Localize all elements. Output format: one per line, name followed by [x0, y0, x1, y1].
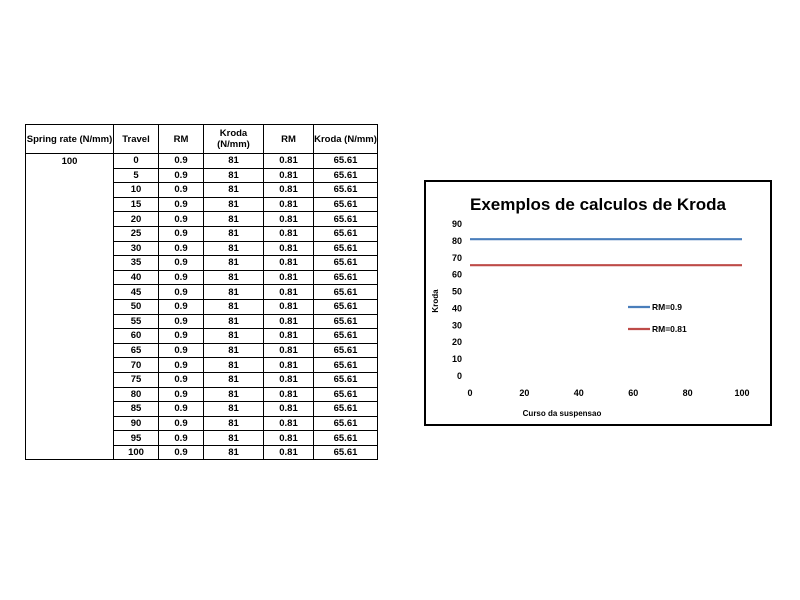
table-cell: 0.9	[159, 183, 204, 198]
table-cell: 0.9	[159, 431, 204, 446]
table-cell: 0.81	[264, 329, 314, 344]
table-cell: 0.9	[159, 270, 204, 285]
table-cell: 65.61	[314, 431, 378, 446]
table-cell: 0.9	[159, 226, 204, 241]
table-cell	[26, 241, 114, 256]
x-tick-label: 100	[734, 388, 750, 398]
table-cell: 100	[114, 445, 159, 460]
table-row	[26, 358, 378, 373]
x-axis-label: Curso da suspensao	[522, 409, 602, 418]
table-cell: 0.9	[159, 343, 204, 358]
table-row	[26, 387, 378, 402]
table-cell: 0.81	[264, 168, 314, 183]
table-row	[26, 445, 378, 460]
table-cell: 81	[204, 299, 264, 314]
table-cell: 81	[204, 387, 264, 402]
table-cell: 65.61	[314, 154, 378, 169]
table-cell: 0.81	[264, 197, 314, 212]
table-cell: 81	[204, 212, 264, 227]
table-cell: 81	[204, 372, 264, 387]
table-cell: 0.81	[264, 285, 314, 300]
table-cell: 0.81	[264, 343, 314, 358]
table-cell: 81	[204, 343, 264, 358]
table-cell	[26, 416, 114, 431]
table-row	[26, 343, 378, 358]
table-cell	[26, 387, 114, 402]
y-tick-label: 80	[451, 235, 462, 246]
table-cell	[26, 285, 114, 300]
header-spring-rate: Spring rate (N/mm)	[26, 125, 114, 154]
table-cell: 81	[204, 256, 264, 271]
table-cell	[26, 197, 114, 212]
y-tick-label: 70	[451, 252, 462, 263]
table-row	[26, 314, 378, 329]
table-cell: 65.61	[314, 226, 378, 241]
y-tick-label: 60	[451, 269, 462, 280]
table-cell: 0.9	[159, 329, 204, 344]
table-row	[26, 402, 378, 417]
table-cell: 65.61	[314, 285, 378, 300]
table-cell	[26, 445, 114, 460]
table-cell: 0.81	[264, 445, 314, 460]
table-cell: 70	[114, 358, 159, 373]
table-cell: 81	[204, 270, 264, 285]
table-cell	[26, 329, 114, 344]
table-cell: 81	[204, 168, 264, 183]
table-cell: 20	[114, 212, 159, 227]
table-cell: 65	[114, 343, 159, 358]
table-header-row	[26, 125, 378, 154]
table-row	[26, 372, 378, 387]
table-cell: 5	[114, 168, 159, 183]
table-cell: 0.9	[159, 402, 204, 417]
table-cell: 0	[114, 154, 159, 169]
table-cell: 85	[114, 402, 159, 417]
y-tick-label: 30	[451, 320, 462, 331]
table-cell: 50	[114, 299, 159, 314]
table-cell: 0.81	[264, 241, 314, 256]
table-cell: 0.81	[264, 358, 314, 373]
table-cell: 81	[204, 358, 264, 373]
legend-label: RM=0.9	[652, 302, 682, 312]
table-cell: 0.9	[159, 256, 204, 271]
table-cell: 60	[114, 329, 159, 344]
table-cell: 65.61	[314, 387, 378, 402]
table-cell: 0.9	[159, 416, 204, 431]
table-cell: 0.81	[264, 387, 314, 402]
table-row	[26, 241, 378, 256]
table-cell: 81	[204, 241, 264, 256]
table-cell: 0.81	[264, 402, 314, 417]
table-cell: 0.81	[264, 183, 314, 198]
table-cell: 65.61	[314, 212, 378, 227]
table-cell: 65.61	[314, 299, 378, 314]
table-cell: 40	[114, 270, 159, 285]
table-cell: 0.9	[159, 212, 204, 227]
table-row	[26, 154, 378, 169]
table-cell: 0.9	[159, 372, 204, 387]
table-cell: 0.9	[159, 445, 204, 460]
y-tick-label: 40	[451, 303, 462, 314]
table-cell: 65.61	[314, 197, 378, 212]
table-row	[26, 299, 378, 314]
table-cell: 80	[114, 387, 159, 402]
table-cell	[26, 212, 114, 227]
y-axis-label: Kroda	[431, 289, 440, 313]
table-cell	[26, 183, 114, 198]
table-cell	[26, 299, 114, 314]
header-travel: Travel	[114, 125, 159, 154]
table-cell: 81	[204, 154, 264, 169]
table-cell: 0.9	[159, 299, 204, 314]
chart	[424, 180, 772, 426]
table-cell: 90	[114, 416, 159, 431]
y-tick-label: 20	[451, 337, 462, 348]
table-cell: 75	[114, 372, 159, 387]
table-cell: 0.81	[264, 270, 314, 285]
table-cell: 81	[204, 197, 264, 212]
table-cell: 0.81	[264, 372, 314, 387]
table-cell: 0.9	[159, 241, 204, 256]
table-cell: 15	[114, 197, 159, 212]
x-tick-label: 0	[467, 388, 473, 398]
table-cell: 0.9	[159, 154, 204, 169]
table-cell: 0.81	[264, 226, 314, 241]
table-cell: 0.9	[159, 285, 204, 300]
table-cell: 0.81	[264, 299, 314, 314]
x-tick-label: 80	[682, 388, 693, 398]
table-cell: 45	[114, 285, 159, 300]
table-cell: 81	[204, 314, 264, 329]
table-cell	[26, 343, 114, 358]
table-cell: 0.81	[264, 416, 314, 431]
table-row	[26, 197, 378, 212]
table-cell	[26, 168, 114, 183]
table-cell	[26, 226, 114, 241]
table-cell: 81	[204, 183, 264, 198]
table-row	[26, 212, 378, 227]
table-cell: 65.61	[314, 183, 378, 198]
x-tick-label: 60	[628, 388, 639, 398]
table-cell: 0.81	[264, 431, 314, 446]
y-tick-label: 10	[451, 354, 462, 365]
table-cell: 0.81	[264, 154, 314, 169]
table-cell: 81	[204, 416, 264, 431]
table-cell: 65.61	[314, 314, 378, 329]
table-cell: 65.61	[314, 168, 378, 183]
data-table	[25, 124, 378, 460]
table-row	[26, 285, 378, 300]
table-cell: 25	[114, 226, 159, 241]
table-cell: 65.61	[314, 270, 378, 285]
table-cell: 0.81	[264, 212, 314, 227]
table-row	[26, 183, 378, 198]
table-row	[26, 416, 378, 431]
table-cell	[26, 372, 114, 387]
table-cell: 81	[204, 431, 264, 446]
table-row	[26, 329, 378, 344]
table-cell: 10	[114, 183, 159, 198]
table-cell: 0.9	[159, 314, 204, 329]
header-rm-2: RM	[264, 125, 314, 154]
table-row	[26, 226, 378, 241]
table-row	[26, 168, 378, 183]
table-cell	[26, 270, 114, 285]
table-cell: 35	[114, 256, 159, 271]
table-cell: 81	[204, 285, 264, 300]
table-cell: 100	[26, 154, 114, 169]
y-tick-label: 50	[451, 286, 462, 297]
header-rm-1: RM	[159, 125, 204, 154]
table-cell: 65.61	[314, 329, 378, 344]
table-cell: 65.61	[314, 402, 378, 417]
table-cell: 81	[204, 402, 264, 417]
table-cell: 65.61	[314, 372, 378, 387]
y-tick-label: 90	[451, 219, 462, 229]
table-cell: 55	[114, 314, 159, 329]
chart-svg	[426, 182, 770, 424]
table-cell: 81	[204, 226, 264, 241]
x-tick-label: 40	[573, 388, 584, 398]
table-cell: 81	[204, 329, 264, 344]
table-cell: 0.81	[264, 314, 314, 329]
table-cell: 0.9	[159, 197, 204, 212]
table-cell	[26, 358, 114, 373]
table-row	[26, 270, 378, 285]
table-cell: 65.61	[314, 445, 378, 460]
table-cell: 65.61	[314, 358, 378, 373]
table-cell	[26, 314, 114, 329]
table-cell: 0.9	[159, 168, 204, 183]
table-cell: 65.61	[314, 241, 378, 256]
table-cell: 95	[114, 431, 159, 446]
table-cell: 0.9	[159, 387, 204, 402]
table-cell: 65.61	[314, 416, 378, 431]
table-cell	[26, 256, 114, 271]
table-cell: 0.81	[264, 256, 314, 271]
y-tick-label: 0	[456, 371, 462, 381]
header-kroda-2: Kroda (N/mm)	[314, 125, 378, 154]
x-tick-label: 20	[519, 388, 530, 398]
table-cell: 0.9	[159, 358, 204, 373]
chart-title: Exemplos de calculos de Kroda	[469, 195, 727, 214]
table-cell: 30	[114, 241, 159, 256]
table-row	[26, 256, 378, 271]
legend-label: RM=0.81	[652, 324, 687, 334]
table-cell: 81	[204, 445, 264, 460]
table-cell	[26, 431, 114, 446]
table-row	[26, 431, 378, 446]
table-cell	[26, 402, 114, 417]
table-cell: 65.61	[314, 343, 378, 358]
header-kroda-1: Kroda (N/mm)	[204, 125, 264, 154]
table-cell: 65.61	[314, 256, 378, 271]
